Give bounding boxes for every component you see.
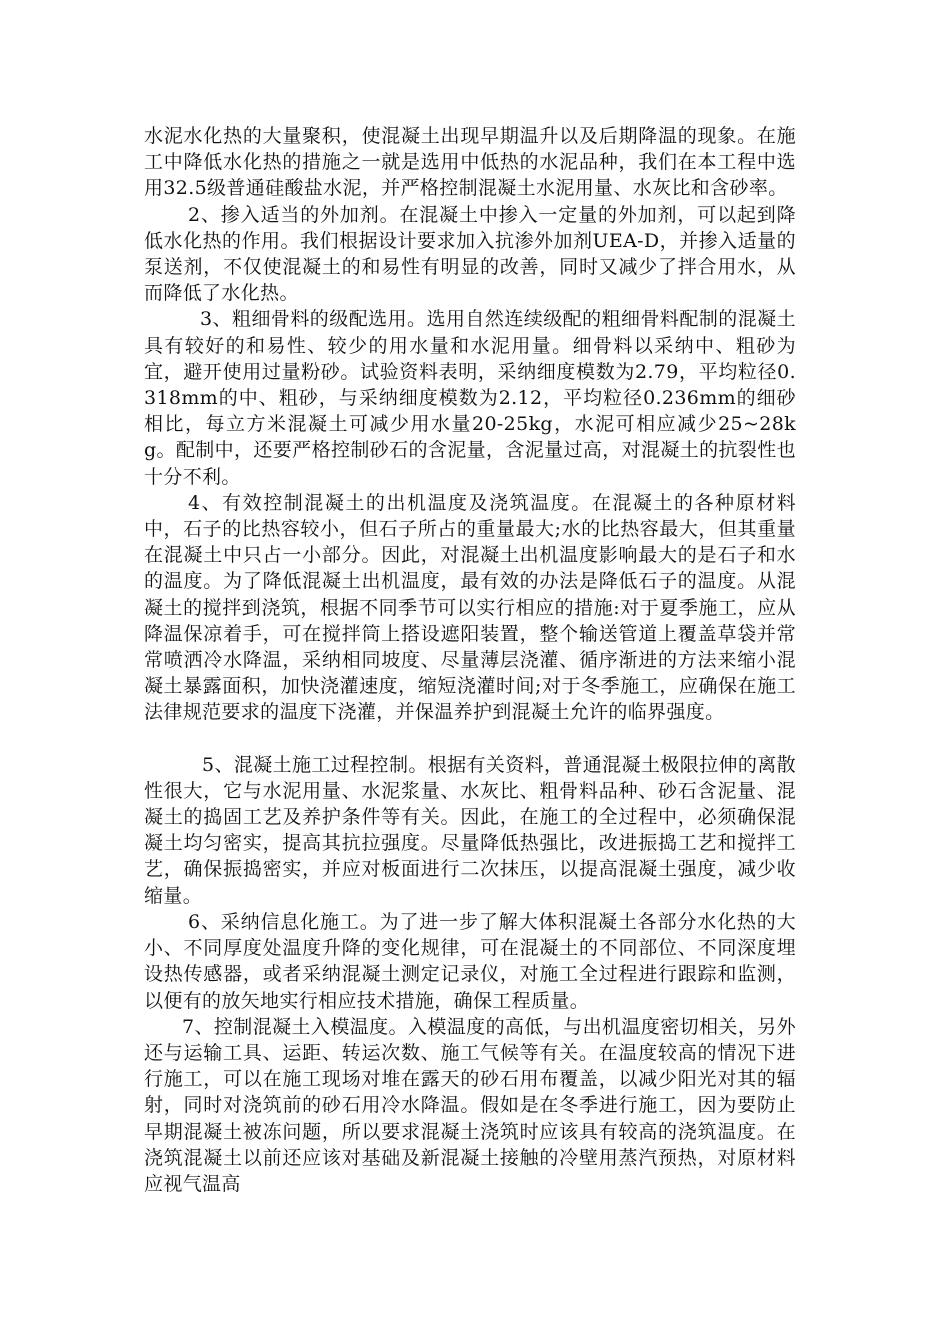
paragraph-aggregate-grading: 3、粗细骨料的级配选用。选用自然连续级配的粗细骨料配制的混凝土具有较好的和易性、较少的用水量和水泥用量。细骨料以采纳中、粗砂为宜，避开使用过量粉砂。试验资料表明，采纳细度模数为2.79，平均粒径0.318mm的中、粗砂，与采纳细度模数为2.12，平均粒径0.236mm的细砂相比，每立方米混凝土可减少用水量20-25kg，水泥可相应减少25~28kg。配制中，还要严格控制砂石的含泥量，含泥量过高，对混凝土的抗裂性也十分不利。	[144, 308, 796, 488]
paragraph-cement-heat: 水泥水化热的大量聚积，使混凝土出现早期温升以及后期降温的现象。在施工中降低水化热的措施之一就是选用中低热的水泥品种，我们在本工程中选用32.5级普通硅酸盐水泥，并严格控制混凝土水泥用量、水灰比和含砂率。	[144, 125, 796, 200]
paragraph-construction-control: 5、混凝土施工过程控制。根据有关资料，普通混凝土极限拉伸的离散性很大，它与水泥用量、水泥浆量、水灰比、粗骨料品种、砂石含泥量、混凝土的捣固工艺及养护条件等有关。因此，在施工的全过程中，必须确保混凝土均匀密实，提高其抗拉强度。尽量降低热强比，改进振捣工艺和搅拌工艺，确保振捣密实，并应对板面进行二次抹压，以提高混凝土强度，减少收缩量。	[144, 753, 796, 907]
paragraph-placing-temperature: 7、控制混凝土入模温度。入模温度的高低，与出机温度密切相关，另外还与运输工具、运距、转运次数、施工气候等有关。在温度较高的情况下进行施工，可以在施工现场对堆在露天的砂石用布覆盖，以减少阳光对其的辐射，同时对浇筑前的砂石用冷水降温。假如是在冬季进行施工，因为要防止早期混凝土被冻问题，所以要求混凝土浇筑时应该具有较高的浇筑温度。在浇筑混凝土以前还应该对基础及新混凝土接触的冷壁用蒸汽预热，对原材料应视气温高	[144, 1015, 796, 1195]
paragraph-admixture: 2、掺入适当的外加剂。在混凝土中掺入一定量的外加剂，可以起到降低水化热的作用。我们根据设计要求加入抗渗外加剂UEA-D，并掺入适量的泵送剂，不仅使混凝土的和易性有明显的改善，同时又减少了拌合用水，从而降低了水化热。	[144, 203, 796, 305]
document-body	[144, 123, 796, 1197]
paragraph-spacing	[144, 726, 796, 752]
paragraph-information-construction: 6、采纳信息化施工。为了进一步了解大体积混凝土各部分水化热的大小、不同厚度处温度升降的变化规律，可在混凝土的不同部位、不同深度埋设热传感器，或者采纳混凝土测定记录仪，对施工全过程进行跟踪和监测，以便有的放矢地实行相应技术措施，确保工程质量。	[144, 910, 796, 1012]
paragraph-mix-temperature: 4、有效控制混凝土的出机温度及浇筑温度。在混凝土的各种原材料中，石子的比热容较小，但石子所占的重量最大;水的比热容最大，但其重量在混凝土中只占一小部分。因此，对混凝土出机温度影响最大的是石子和水的温度。为了降低混凝土出机温度，最有效的办法是降低石子的温度。从混凝土的搅拌到浇筑，根据不同季节可以实行相应的措施:对于夏季施工，应从降温保凉着手，可在搅拌筒上搭设遮阳装置，整个输送管道上覆盖草袋并常常喷洒冷水降温，采纳相同坡度、尽量薄层浇灌、循序渐进的方法来缩小混凝土暴露面积，加快浇灌速度，缩短浇灌时间;对于冬季施工，应确保在施工法律规范要求的温度下浇灌，并保温养护到混凝土允许的临界强度。	[144, 491, 796, 724]
